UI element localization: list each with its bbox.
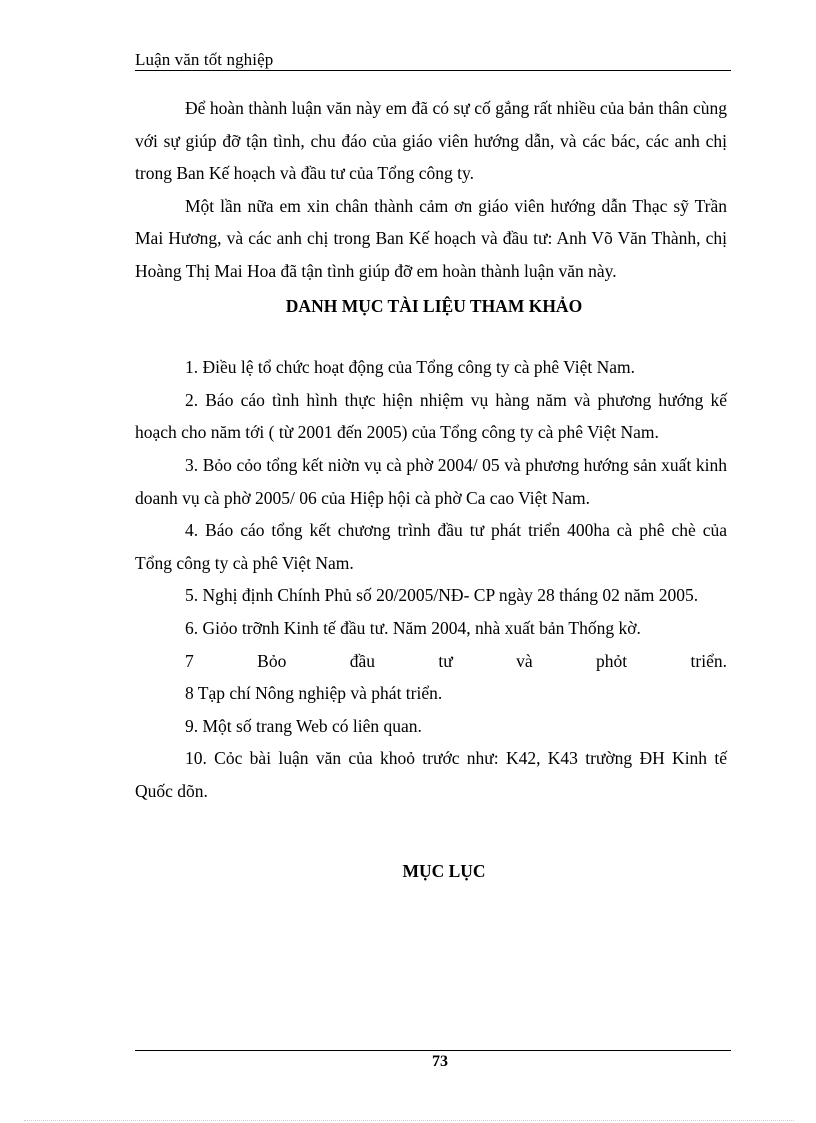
reference-item: 6. Giỏo trỡnh Kinh tế đầu tư. Năm 2004, nhà xuất bản Thống kờ. — [185, 617, 641, 638]
page-number: 73 — [432, 1053, 448, 1070]
footer-rule — [135, 1050, 731, 1051]
page-edge-divider — [24, 1120, 794, 1121]
reference-item: 2. Báo cáo tình hình thực hiện nhiệm vụ hàng năm và phương hướng kế hoạch cho năm tới ( từ 2001 đến 2005) của Tổng công ty cà phê Việt Nam. — [135, 389, 727, 443]
toc-title: MỤC LỤC — [402, 861, 486, 882]
page-body — [135, 92, 727, 888]
running-header: Luận văn tốt nghiệp — [135, 50, 274, 69]
intro-paragraph: Một lần nữa em xin chân thành cảm ơn giáo viên hướng dẫn Thạc sỹ Trần Mai Hương, và các anh chị trong Ban Kế hoạch và đầu tư: Anh Võ Văn Thành, chị Hoàng Thị Mai Hoa đã tận tình giúp đỡ em hoàn thành luận văn này. — [135, 195, 727, 281]
reference-item: 9. Một số trang Web có liên quan. — [185, 715, 422, 736]
reference-item: 1. Điều lệ tổ chức hoạt động của Tổng công ty cà phê Việt Nam. — [185, 357, 636, 378]
header-rule — [135, 70, 731, 71]
reference-item: 4. Báo cáo tổng kết chương trình đầu tư phát triển 400ha cà phê chè của Tổng công ty cà phê Việt Nam. — [135, 520, 727, 573]
reference-item: 7 Bỏo đầu tư và phỏt triển. — [185, 650, 727, 671]
reference-item: 10. Cỏc bài luận văn của khoỏ trước như: K42, K43 trường ĐH Kinh tế Quốc dõn. — [135, 748, 727, 801]
references-title: DANH MỤC TÀI LIỆU THAM KHẢO — [285, 295, 583, 316]
reference-item: 5. Nghị định Chính Phủ số 20/2005/NĐ- CP ngày 28 tháng 02 năm 2005. — [185, 585, 699, 606]
reference-item: 3. Bỏo cỏo tổng kết niờn vụ cà phờ 2004/ 05 và phương hướng sản xuất kinh doanh vụ cà phờ 2005/ 06 của Hiệp hội cà phờ Ca cao Việt Nam. — [135, 454, 727, 508]
reference-item: 8 Tạp chí Nông nghiệp và phát triển. — [185, 683, 443, 704]
intro-paragraph: Để hoàn thành luận văn này em đã có sự cố gắng rất nhiều của bản thân cùng với sự giúp đỡ tận tình, chu đáo của giáo viên hướng dẫn, và các bác, các anh chị trong Ban Kế hoạch và đầu tư của Tổng công ty. — [135, 98, 727, 184]
